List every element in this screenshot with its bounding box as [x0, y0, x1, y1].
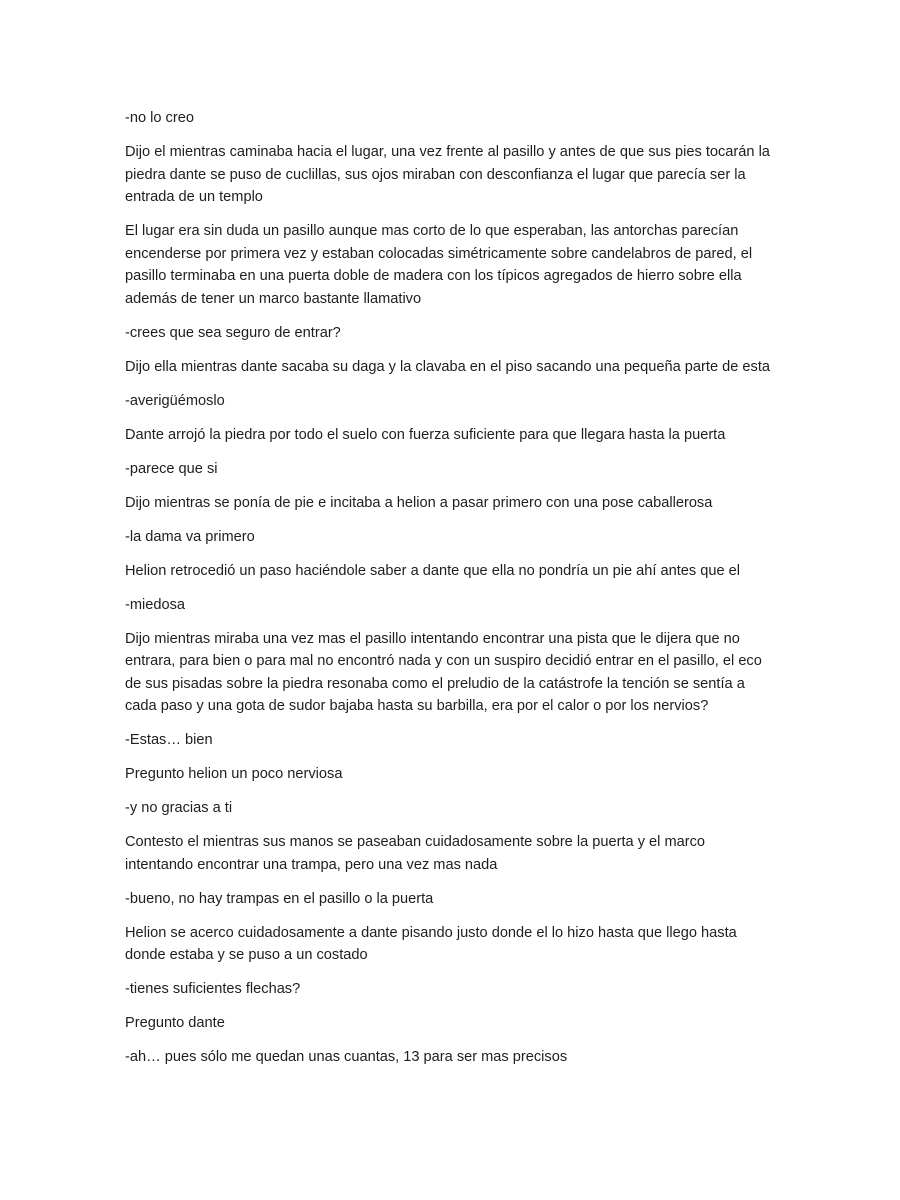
paragraph: El lugar era sin duda un pasillo aunque mas corto de lo que esperaban, las antorchas parecían encenderse por primera vez y estaban colocadas simétricamente sobre candelabros de pared, el pasillo terminaba en una puerta doble de madera con los típicos agregados de hierro sobre ella además de tener un marco bastante llamativo	[125, 223, 753, 307]
paragraph: -tienes suficientes flechas?	[125, 981, 301, 997]
paragraph: Pregunto helion un poco nerviosa	[125, 766, 343, 782]
paragraph: -ah… pues sólo me quedan unas cuantas, 13 para ser mas precisos	[125, 1049, 568, 1065]
paragraph: -no lo creo	[125, 110, 194, 126]
paragraph: -parece que si	[125, 460, 218, 477]
paragraph: Dante arrojó la piedra por todo el suelo con fuerza suficiente para que llegara hasta la puerta	[125, 426, 726, 443]
paragraph: Contesto el mientras sus manos se paseaban cuidadosamente sobre la puerta y el marco intentando encontrar una trampa, pero una vez mas nada	[125, 834, 706, 873]
paragraph: Dijo mientras se ponía de pie e incitaba a helion a pasar primero con una pose caballerosa	[125, 494, 713, 511]
paragraph: Pregunto dante	[125, 1015, 225, 1031]
document-body	[125, 107, 775, 1080]
paragraph: Helion se acerco cuidadosamente a dante pisando justo donde el lo hizo hasta que llego hasta donde estaba y se puso a un costado	[125, 924, 737, 963]
paragraph: Dijo el mientras caminaba hacia el lugar, una vez frente al pasillo y antes de que sus pies tocarán la piedra dante se puso de cuclillas, sus ojos miraban con desconfianza el lugar que parecía ser la entrada de un templo	[125, 144, 770, 205]
paragraph: Dijo mientras miraba una vez mas el pasillo intentando encontrar una pista que le dijera que no entrara, para bien o para mal no encontró nada y con un suspiro decidió entrar en el pasillo, el eco de sus pisadas sobre la piedra resonaba como el preludio de la catástrofe la tención se sentía a cada paso y una gota de sudor bajaba hasta su barbilla, era por el calor o por los nervios?	[125, 630, 762, 714]
paragraph: Dijo ella mientras dante sacaba su daga y la clavaba en el piso sacando una pequeña parte de esta	[125, 358, 770, 375]
paragraph: Helion retrocedió un paso haciéndole saber a dante que ella no pondría un pie ahí antes que el	[125, 562, 741, 579]
paragraph: -averigüémoslo	[125, 392, 225, 409]
paragraph: -Estas… bien	[125, 732, 213, 748]
paragraph: -miedosa	[125, 596, 186, 613]
paragraph: -crees que sea seguro de entrar?	[125, 324, 341, 341]
paragraph: -bueno, no hay trampas en el pasillo o la puerta	[125, 890, 434, 907]
paragraph: -y no gracias a ti	[125, 800, 233, 816]
paragraph: -la dama va primero	[125, 528, 255, 545]
